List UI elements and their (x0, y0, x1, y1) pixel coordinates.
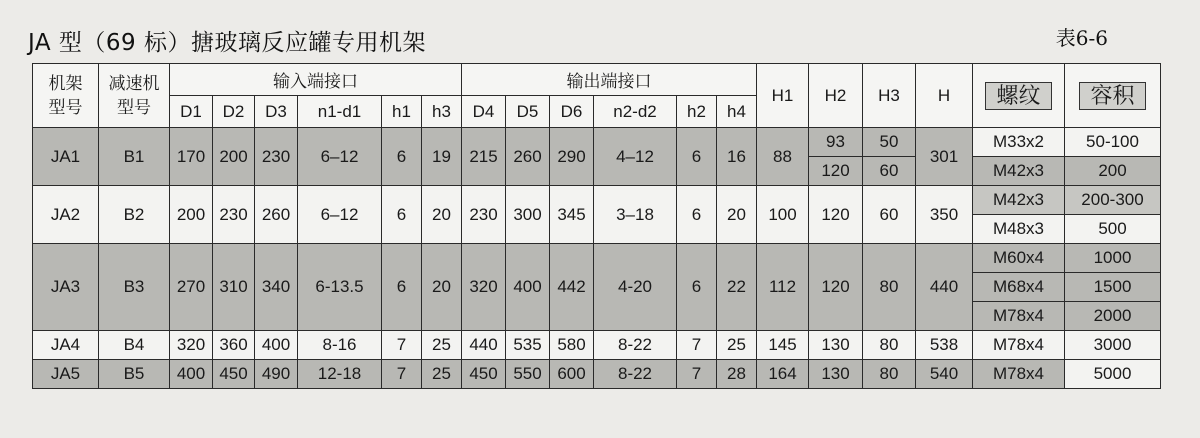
cell-reducer: B5 (99, 360, 170, 389)
cell-h4: 20 (717, 186, 757, 244)
cell-volume: 50-100 (1065, 128, 1161, 157)
header-frame-model-line1: 机架 (48, 73, 83, 93)
header-thread-label: 螺纹 (985, 82, 1051, 110)
cell-volume: 200 (1065, 157, 1161, 186)
cell-D3: 260 (255, 186, 298, 244)
cell-volume: 1500 (1065, 273, 1161, 302)
cell-n1d1: 6–12 (298, 128, 382, 186)
cell-H2: 130 (809, 331, 863, 360)
cell-volume: 1000 (1065, 244, 1161, 273)
cell-D1: 200 (170, 186, 213, 244)
cell-n1d1: 6–12 (298, 186, 382, 244)
header-H3: H3 (863, 64, 916, 128)
cell-thread: M42x3 (973, 186, 1065, 215)
cell-H: 350 (916, 186, 973, 244)
cell-h1: 6 (382, 186, 422, 244)
cell-H1: 164 (757, 360, 809, 389)
header-frame-model (33, 64, 99, 128)
cell-D1: 170 (170, 128, 213, 186)
cell-reducer: B3 (99, 244, 170, 331)
cell-h1: 6 (382, 244, 422, 331)
cell-H: 440 (916, 244, 973, 331)
cell-n1d1: 6-13.5 (298, 244, 382, 331)
cell-H: 540 (916, 360, 973, 389)
header-reducer-model-line1: 减速机 (108, 73, 160, 93)
table-number: 表6-6 (1055, 26, 1108, 50)
cell-D3: 490 (255, 360, 298, 389)
header-D5: D5 (506, 96, 550, 128)
cell-thread: M78x4 (973, 331, 1065, 360)
cell-D6: 345 (550, 186, 594, 244)
cell-n2d2: 3–18 (594, 186, 677, 244)
cell-h2: 6 (677, 128, 717, 186)
cell-D4: 215 (462, 128, 506, 186)
header-D1: D1 (170, 96, 213, 128)
cell-thread: M33x2 (973, 128, 1065, 157)
cell-H2: 120 (809, 186, 863, 244)
cell-D2: 450 (213, 360, 255, 389)
header-H2: H2 (809, 64, 863, 128)
cell-H: 301 (916, 128, 973, 186)
header-H1: H1 (757, 64, 809, 128)
header-D2: D2 (213, 96, 255, 128)
cell-reducer: B2 (99, 186, 170, 244)
cell-n2d2: 4–12 (594, 128, 677, 186)
cell-D5: 535 (506, 331, 550, 360)
cell-D6: 600 (550, 360, 594, 389)
cell-h4: 28 (717, 360, 757, 389)
cell-thread: M60x4 (973, 244, 1065, 273)
header-H: H (916, 64, 973, 128)
cell-h2: 6 (677, 186, 717, 244)
cell-D1: 320 (170, 331, 213, 360)
cell-D3: 340 (255, 244, 298, 331)
cell-frame: JA4 (33, 331, 99, 360)
cell-h1: 7 (382, 360, 422, 389)
cell-D5: 260 (506, 128, 550, 186)
cell-H1: 112 (757, 244, 809, 331)
cell-H1: 88 (757, 128, 809, 186)
header-n2d2: n2-d2 (594, 96, 677, 128)
cell-H3: 80 (863, 244, 916, 331)
cell-h3: 20 (422, 244, 462, 331)
cell-h3: 25 (422, 360, 462, 389)
cell-volume: 500 (1065, 215, 1161, 244)
cell-h2: 7 (677, 360, 717, 389)
cell-reducer: B1 (99, 128, 170, 186)
header-D3: D3 (255, 96, 298, 128)
header-h4: h4 (717, 96, 757, 128)
cell-D1: 400 (170, 360, 213, 389)
header-reducer-model (99, 64, 170, 128)
cell-D2: 360 (213, 331, 255, 360)
cell-D2: 230 (213, 186, 255, 244)
cell-reducer: B4 (99, 331, 170, 360)
cell-D3: 400 (255, 331, 298, 360)
cell-thread: M68x4 (973, 273, 1065, 302)
cell-D2: 200 (213, 128, 255, 186)
cell-D4: 320 (462, 244, 506, 331)
cell-volume: 5000 (1065, 360, 1161, 389)
cell-D4: 450 (462, 360, 506, 389)
cell-D5: 300 (506, 186, 550, 244)
cell-H: 538 (916, 331, 973, 360)
header-D4: D4 (462, 96, 506, 128)
cell-h1: 6 (382, 128, 422, 186)
header-volume-label: 容积 (1079, 82, 1145, 110)
header-h3: h3 (422, 96, 462, 128)
cell-H2: 120 (809, 157, 863, 186)
cell-thread: M48x3 (973, 215, 1065, 244)
cell-h4: 22 (717, 244, 757, 331)
header-reducer-model-line2: 型号 (117, 97, 151, 117)
cell-D4: 230 (462, 186, 506, 244)
cell-volume: 2000 (1065, 302, 1161, 331)
cell-H2: 120 (809, 244, 863, 331)
spec-table (32, 63, 1161, 389)
cell-h2: 6 (677, 244, 717, 331)
cell-thread: M42x3 (973, 157, 1065, 186)
cell-h4: 16 (717, 128, 757, 186)
cell-D3: 230 (255, 128, 298, 186)
cell-h3: 25 (422, 331, 462, 360)
header-input-group: 输入端接口 (170, 64, 462, 96)
cell-h3: 20 (422, 186, 462, 244)
cell-thread: M78x4 (973, 302, 1065, 331)
cell-D6: 442 (550, 244, 594, 331)
cell-H2: 130 (809, 360, 863, 389)
cell-n2d2: 8-22 (594, 331, 677, 360)
cell-D6: 290 (550, 128, 594, 186)
header-D6: D6 (550, 96, 594, 128)
cell-H1: 145 (757, 331, 809, 360)
cell-D5: 550 (506, 360, 550, 389)
cell-D1: 270 (170, 244, 213, 331)
cell-D6: 580 (550, 331, 594, 360)
cell-n2d2: 4-20 (594, 244, 677, 331)
cell-n1d1: 12-18 (298, 360, 382, 389)
cell-D2: 310 (213, 244, 255, 331)
cell-n2d2: 8-22 (594, 360, 677, 389)
cell-thread: M78x4 (973, 360, 1065, 389)
cell-frame: JA2 (33, 186, 99, 244)
cell-H3: 60 (863, 157, 916, 186)
cell-h4: 25 (717, 331, 757, 360)
header-h2: h2 (677, 96, 717, 128)
header-volume (1065, 64, 1161, 128)
cell-H3: 50 (863, 128, 916, 157)
cell-volume: 200-300 (1065, 186, 1161, 215)
cell-H1: 100 (757, 186, 809, 244)
cell-n1d1: 8-16 (298, 331, 382, 360)
page-title: JA 型（69 标）搪玻璃反应罐专用机架 (28, 30, 427, 56)
cell-volume: 3000 (1065, 331, 1161, 360)
header-frame-model-line2: 型号 (48, 97, 83, 117)
cell-H3: 80 (863, 360, 916, 389)
cell-frame: JA5 (33, 360, 99, 389)
header-n1d1: n1-d1 (298, 96, 382, 128)
cell-h1: 7 (382, 331, 422, 360)
cell-h3: 19 (422, 128, 462, 186)
cell-H3: 60 (863, 186, 916, 244)
header-output-group: 输出端接口 (462, 64, 757, 96)
cell-frame: JA3 (33, 244, 99, 331)
cell-h2: 7 (677, 331, 717, 360)
header-thread (973, 64, 1065, 128)
cell-H3: 80 (863, 331, 916, 360)
cell-D4: 440 (462, 331, 506, 360)
header-h1: h1 (382, 96, 422, 128)
cell-D5: 400 (506, 244, 550, 331)
cell-H2: 93 (809, 128, 863, 157)
cell-frame: JA1 (33, 128, 99, 186)
